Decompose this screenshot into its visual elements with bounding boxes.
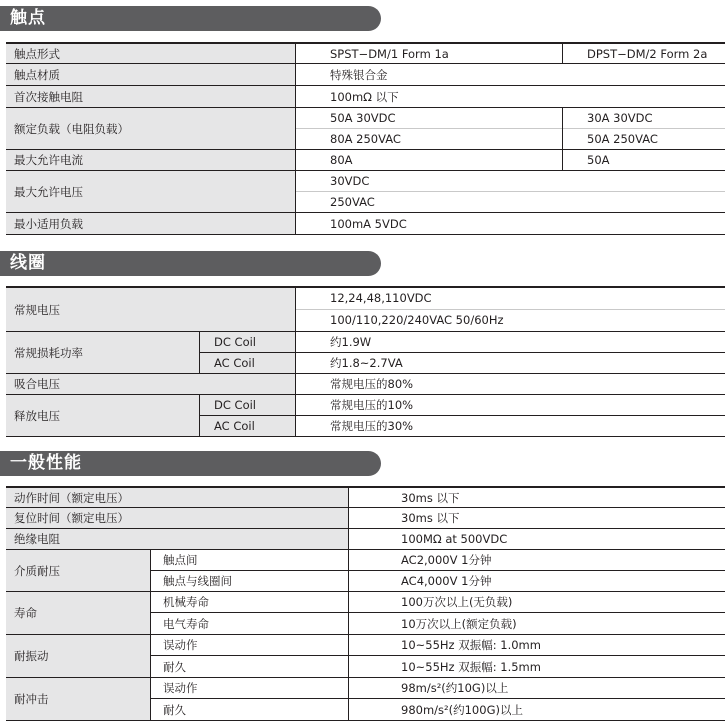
value-line: 100/110,220/240VAC 50/60Hz bbox=[330, 313, 504, 328]
row-label: 耐振动 bbox=[6, 635, 150, 677]
sub-label: 触点与线圈间 bbox=[163, 573, 232, 588]
value-cell bbox=[295, 171, 725, 212]
value-cell bbox=[348, 592, 725, 634]
sub-label: AC Coil bbox=[214, 418, 255, 433]
value-line: 常规电压的10% bbox=[296, 395, 725, 416]
sub-label: 耐久 bbox=[163, 702, 186, 717]
value-cell bbox=[295, 108, 562, 149]
table-row bbox=[6, 213, 725, 235]
value-line: 10万次以上(额定负载) bbox=[401, 616, 517, 631]
table-row bbox=[6, 395, 725, 437]
value-cell: 30ms 以下 bbox=[348, 508, 725, 528]
sub-label: 耐久 bbox=[163, 659, 186, 674]
value-line: AC2,000V 1分钟 bbox=[349, 550, 725, 571]
value-cell bbox=[348, 550, 725, 591]
table-row bbox=[6, 374, 725, 395]
sub-label: 误动作 bbox=[151, 678, 348, 699]
sub-label: 电气寿命 bbox=[163, 616, 209, 631]
value-cell: 100MΩ at 500VDC bbox=[348, 529, 725, 549]
value-cell: 30ms 以下 bbox=[348, 488, 725, 507]
row-label: 最大允许电流 bbox=[6, 150, 295, 170]
row-label: 释放电压 bbox=[6, 395, 199, 436]
value-cell bbox=[295, 395, 725, 436]
value-cell: 80A bbox=[295, 150, 562, 170]
row-label: 耐冲击 bbox=[6, 678, 150, 720]
row-label: 触点形式 bbox=[6, 44, 295, 63]
section-header-general: 一般性能 bbox=[0, 451, 381, 476]
row-label: 首次接触电阻 bbox=[6, 86, 295, 107]
table-row bbox=[6, 171, 725, 213]
sub-label: DC Coil bbox=[200, 395, 295, 416]
table-row bbox=[6, 529, 725, 550]
row-label: 绝缘电阻 bbox=[6, 529, 348, 549]
value-line: 80A 250VAC bbox=[330, 131, 401, 146]
value-cell: 50A bbox=[562, 150, 725, 170]
sub-label-cell bbox=[150, 592, 348, 634]
section-header-contacts: 触点 bbox=[0, 6, 381, 31]
sub-label: 机械寿命 bbox=[151, 592, 348, 613]
row-label: 动作时间（额定电压） bbox=[6, 488, 348, 507]
table-row bbox=[6, 332, 725, 374]
sub-label-cell bbox=[150, 550, 348, 591]
value-cell: 常规电压的80% bbox=[295, 374, 725, 394]
value-cell: 特殊银合金 bbox=[295, 64, 725, 85]
row-label: 寿命 bbox=[6, 592, 150, 634]
sub-label-cell bbox=[150, 635, 348, 677]
sub-label-cell bbox=[199, 395, 295, 436]
section-header-coil: 线圈 bbox=[0, 251, 381, 276]
value-cell bbox=[295, 288, 725, 331]
table-row bbox=[6, 508, 725, 529]
value-line: AC4,000V 1分钟 bbox=[401, 573, 492, 588]
row-label: 常规损耗功率 bbox=[6, 332, 199, 373]
sub-label: 误动作 bbox=[151, 635, 348, 656]
value-line: 30VDC bbox=[296, 171, 725, 192]
table-row bbox=[6, 486, 725, 508]
value-line: 100万次以上(无负载) bbox=[349, 592, 725, 613]
value-line: 50A 250VAC bbox=[587, 131, 658, 146]
row-label: 最大允许电压 bbox=[6, 171, 295, 212]
table-row bbox=[6, 42, 725, 64]
row-label: 介质耐压 bbox=[6, 550, 150, 591]
value-cell: DPST−DM/2 Form 2a bbox=[562, 44, 725, 63]
sub-label-cell bbox=[150, 678, 348, 720]
row-label: 最小适用负载 bbox=[6, 213, 295, 234]
table-row bbox=[6, 108, 725, 150]
value-line: 约1.8~2.7VA bbox=[330, 355, 403, 370]
value-cell: 100mA 5VDC bbox=[295, 213, 725, 234]
value-cell bbox=[562, 108, 725, 149]
value-cell: 100mΩ 以下 bbox=[295, 86, 725, 107]
value-line: 10~55Hz 双振幅: 1.0mm bbox=[349, 635, 725, 656]
value-line: 10~55Hz 双振幅: 1.5mm bbox=[401, 659, 541, 674]
value-line: 98m/s²(约10G)以上 bbox=[349, 678, 725, 699]
value-cell bbox=[295, 332, 725, 373]
table-row bbox=[6, 286, 725, 332]
table-row bbox=[6, 550, 725, 592]
sub-label: DC Coil bbox=[200, 332, 295, 353]
value-line: 约1.9W bbox=[296, 332, 725, 353]
sub-label-cell bbox=[199, 332, 295, 373]
value-cell bbox=[348, 635, 725, 677]
sub-label: 触点间 bbox=[151, 550, 348, 571]
row-label: 触点材质 bbox=[6, 64, 295, 85]
row-label: 常规电压 bbox=[6, 288, 295, 331]
row-label: 额定负载（电阻负载） bbox=[6, 108, 295, 149]
value-line: 12,24,48,110VDC bbox=[296, 288, 725, 310]
table-row bbox=[6, 678, 725, 721]
value-line: 980m/s²(约100G)以上 bbox=[401, 702, 523, 717]
value-line: 50A 30VDC bbox=[296, 108, 562, 129]
table-row bbox=[6, 150, 725, 171]
row-label: 吸合电压 bbox=[6, 374, 295, 394]
table-row bbox=[6, 64, 725, 86]
value-cell bbox=[348, 678, 725, 720]
table-row bbox=[6, 86, 725, 108]
value-cell: SPST−DM/1 Form 1a bbox=[295, 44, 562, 63]
value-line: 250VAC bbox=[330, 194, 375, 209]
sub-label: AC Coil bbox=[214, 355, 255, 370]
table-row bbox=[6, 635, 725, 678]
table-row bbox=[6, 592, 725, 635]
row-label: 复位时间（额定电压） bbox=[6, 508, 348, 528]
value-line: 30A 30VDC bbox=[563, 108, 725, 129]
value-line: 常规电压的30% bbox=[330, 418, 414, 433]
